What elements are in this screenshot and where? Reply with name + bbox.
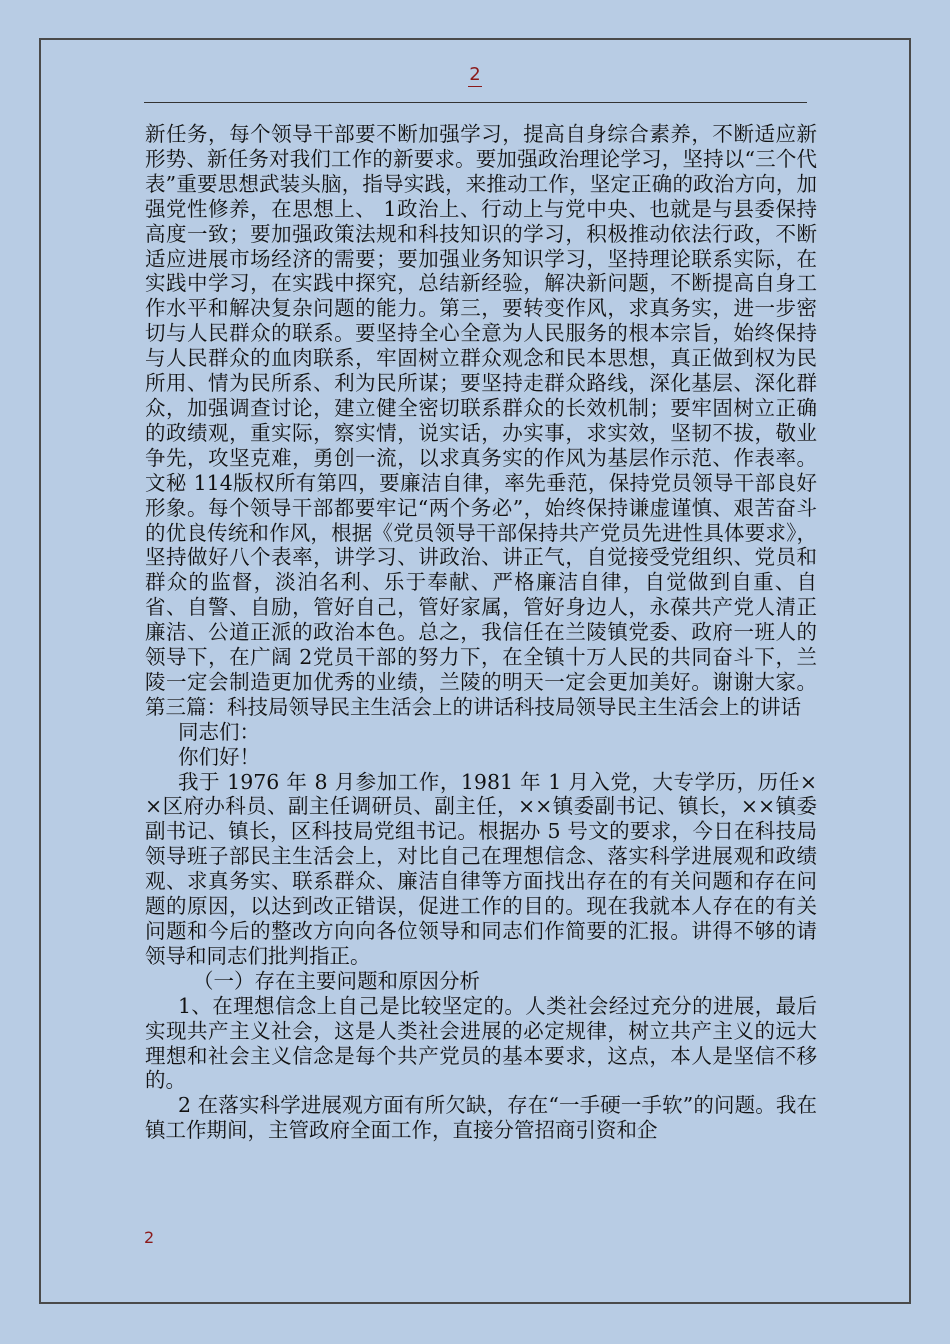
document-body <box>145 122 817 1143</box>
header-rule <box>144 102 807 103</box>
paragraph-7: 2 在落实科学进展观方面有所欠缺，存在“一手硬一手软”的问题。我在镇工作期间，主管政府全面工作，直接分管招商引资和企 <box>145 1093 817 1143</box>
section-heading: （一）存在主要问题和原因分析 <box>193 968 480 993</box>
paragraph-1: 新任务，每个领导干部要不断加强学习，提高自身综合素养，不断适应新形势、新任务对我们工作的新要求。要加强政治理论学习，坚持以“三个代表”重要思想武装头脑，指导实践，来推动工作，坚定正确的政治方向，加强党性修养，在思想上、 1政治上、行动上与党中央、也就是与县委保持高度一致；要加强政策法规和科技知识的学习，积极推动依法行政，不断适应进展市场经济的需要；要加强业务知识学习，坚持理论联系实际，在实践中学习，在实践中探究，总结新经验，解决新问题，不断提高自身工作水平和解决复杂问题的能力。第三，要转变作风，求真务实，进一步密切与人民群众的联系。要坚持全心全意为人民服务的根本宗旨，始终保持与人民群众的血肉联系，牢固树立群众观念和民本思想，真正做到权为民所用、情为民所系、利为民所谋；要坚持走群众路线，深化基层、深化群众，加强调查讨论，建立健全密切联系群众的长效机制；要牢固树立正确的政绩观，重实际，察实情，说实话，办实事，求实效，坚韧不拔，敬业争先，攻坚克难，勇创一流，以求真务实的作风为基层作示范、作表率。文秘 114版权所有第四，要廉洁自律，率先垂范，保持党员领导干部良好形象。每个领导干部都要牢记“两个务必”，始终保持谦虚谨慎、艰苦奋斗的优良传统和作风，根据《党员领导干部保持共产党员先进性具体要求》，坚持做好八个表率，讲学习、讲政治、讲正气，自觉接受党组织、党员和群众的监督，淡泊名利、乐于奉献、严格廉洁自律，自觉做到自重、自省、自警、自励，管好自己，管好家属，管好身边人，永葆共产党人清正廉洁、公道正派的政治本色。总之，我信任在兰陵镇党委、政府一班人的领导下，在广阔 2党员干部的努力下，在全镇十万人民的共同奋斗下，兰陵一定会制造更加优秀的业绩，兰陵的明天一定会更加美好。谢谢大家。第三篇：科技局领导民主生活会上的讲话科技局领导民主生活会上的讲话 <box>145 122 817 719</box>
paragraph-4: 我于 1976 年 8 月参加工作，1981 年 1 月入党，大专学历，历任××区府办科员、副主任调研员、副主任，××镇委副书记、镇长，××镇委副书记、镇长，区科技局党组书记。根据办 5 号文的要求，今日在科技局领导班子部民主生活会上，对比自己在理想信念、落实科学进展观和政绩观、求真务实、联系群众、廉洁自律等方面找出存在的有关问题和存在问题的原因，以达到改正错误，促进工作的目的。现在我就本人存在的有关问题和今后的整改方向向各位领导和同志们作简要的汇报。讲得不够的请领导和同志们批判指正。 <box>145 769 817 968</box>
paragraph-hello: 你们好！ <box>178 744 260 769</box>
header-page-number <box>0 64 950 85</box>
header-page-number-text: 2 <box>469 64 481 85</box>
paragraph-6: 1、在理想信念上自己是比较坚定的。人类社会经过充分的进展，最后实现共产主义社会，这是人类社会进展的必定规律，树立共产主义的远大理想和社会主义信念是每个共产党员的基本要求，这点，本人是坚信不移的。 <box>145 993 817 1093</box>
paragraph-greeting: 同志们： <box>178 719 260 744</box>
footer-page-number: 2 <box>144 1228 155 1247</box>
